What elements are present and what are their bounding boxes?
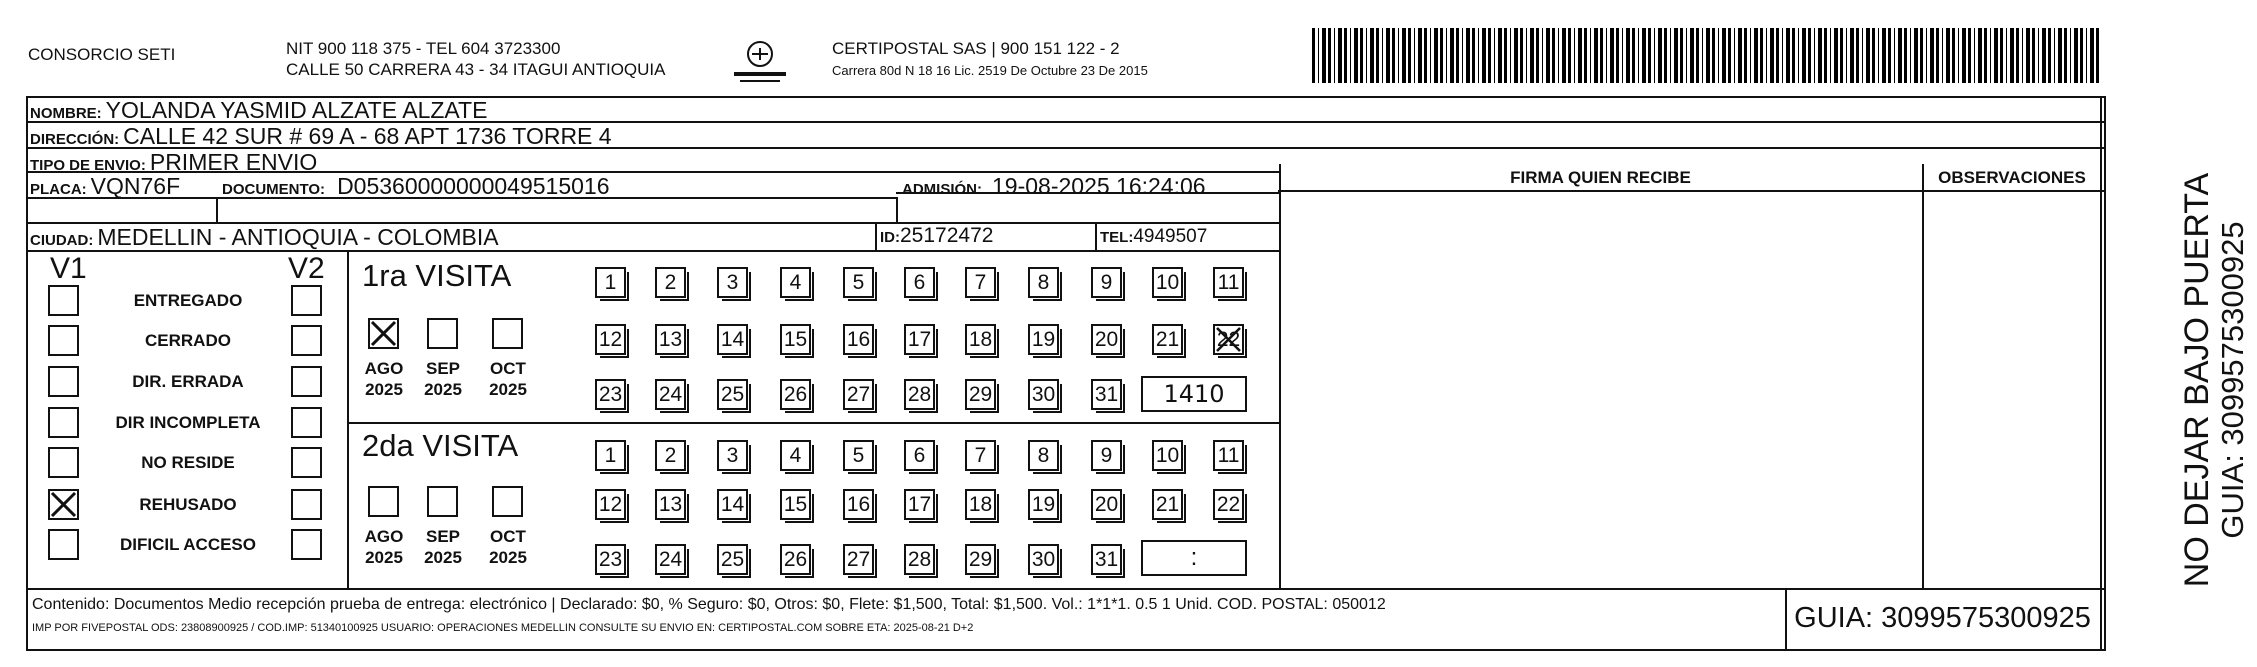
first-visit-day[interactable]: 5	[843, 267, 874, 298]
second-visit-day[interactable]: 3	[717, 440, 748, 471]
second-visit-day[interactable]: 27	[843, 544, 874, 575]
second-visit-day[interactable]: 9	[1091, 440, 1122, 471]
month-checkbox[interactable]	[368, 486, 399, 517]
first-visit-day[interactable]: 26	[780, 379, 811, 410]
ciudad-label: CIUDAD:	[30, 232, 94, 249]
v1-checkbox[interactable]	[48, 407, 79, 438]
v1-checkbox[interactable]	[48, 447, 79, 478]
v2-checkbox[interactable]	[291, 285, 322, 316]
v2-checkbox[interactable]	[291, 447, 322, 478]
v2-checkbox[interactable]	[291, 325, 322, 356]
second-visit-day[interactable]: 29	[965, 544, 996, 575]
side-guia: GUIA: 3099575300925	[2215, 221, 2250, 539]
first-visit-day[interactable]: 11	[1213, 267, 1244, 298]
v1-checkbox[interactable]	[48, 325, 79, 356]
first-visit-day[interactable]: 30	[1028, 379, 1059, 410]
certipostal-logo	[730, 38, 790, 88]
direccion-label: DIRECCIÓN:	[30, 131, 120, 148]
v2-checkbox[interactable]	[291, 407, 322, 438]
first-visit-day[interactable]: 18	[965, 324, 996, 355]
second-visit-day[interactable]: 4	[780, 440, 811, 471]
documento-value: D05360000000049515016	[337, 173, 610, 199]
second-visit-day[interactable]: 2	[655, 440, 686, 471]
month-label: SEP 2025	[424, 359, 462, 399]
first-visit-day[interactable]: 16	[843, 324, 874, 355]
month-label: OCT 2025	[489, 359, 527, 399]
month-checkbox[interactable]	[427, 318, 458, 349]
v1-checkbox[interactable]	[48, 366, 79, 397]
month-checkbox[interactable]	[368, 318, 399, 349]
first-visit-day[interactable]: 6	[904, 267, 935, 298]
certipostal-line1: CERTIPOSTAL SAS | 900 151 122 - 2	[832, 39, 1120, 58]
first-visit-day[interactable]: 9	[1091, 267, 1122, 298]
first-visit-day[interactable]: 7	[965, 267, 996, 298]
tipo-label: TIPO DE ENVIO:	[30, 157, 146, 174]
direccion-value: CALLE 42 SUR # 69 A - 68 APT 1736 TORRE 4	[123, 123, 612, 149]
reason-label: ENTREGADO	[133, 291, 243, 310]
v2-checkbox[interactable]	[291, 489, 322, 520]
v1-checkbox[interactable]	[48, 529, 79, 560]
v1-checkbox[interactable]	[48, 489, 79, 520]
nombre-label: NOMBRE:	[30, 105, 102, 122]
second-visit-day[interactable]: 14	[717, 489, 748, 520]
reason-label: REHUSADO	[139, 495, 237, 514]
id-value: 25172472	[900, 224, 994, 247]
second-visit-day[interactable]: 12	[595, 489, 626, 520]
first-visit-day[interactable]: 27	[843, 379, 874, 410]
first-visit-day[interactable]: 19	[1028, 324, 1059, 355]
second-visit-day[interactable]: 1	[595, 440, 626, 471]
footer-print-line: IMP POR FIVEPOSTAL ODS: 23808900925 / COD.IMP: 51340100925 USUARIO: OPERACIONES MEDELLIN CONSULTE SU ENVIO EN: CERTIPOSTAL.COM SOBRE ETA: 2025-08-21 D+2	[32, 622, 974, 634]
ciudad-value: MEDELLIN - ANTIOQUIA - COLOMBIA	[97, 224, 499, 250]
second-visit-day[interactable]: 24	[655, 544, 686, 575]
first-visit-day[interactable]: 21	[1152, 324, 1183, 355]
first-visit-day[interactable]: 24	[655, 379, 686, 410]
second-visit-day[interactable]: 8	[1028, 440, 1059, 471]
placa-value: VQN76F	[90, 173, 181, 199]
first-visit-day[interactable]: 23	[595, 379, 626, 410]
month-checkbox[interactable]	[492, 486, 523, 517]
first-visit-day[interactable]: 2	[655, 267, 686, 298]
nombre-value: YOLANDA YASMID ALZATE ALZATE	[105, 97, 488, 123]
nit-line: NIT 900 118 375 - TEL 604 3723300	[286, 39, 561, 58]
month-checkbox[interactable]	[492, 318, 523, 349]
second-visit-day[interactable]: 22	[1213, 489, 1244, 520]
second-visit-day[interactable]: 15	[780, 489, 811, 520]
second-visit-day[interactable]: 25	[717, 544, 748, 575]
second-visit-day[interactable]: 30	[1028, 544, 1059, 575]
v2-heading: V2	[288, 252, 325, 285]
documento-label: DOCUMENTO:	[222, 181, 326, 198]
second-visit-day[interactable]: 19	[1028, 489, 1059, 520]
second-visit-day[interactable]: 16	[843, 489, 874, 520]
second-visit-day[interactable]: 28	[904, 544, 935, 575]
second-visit-day[interactable]: 5	[843, 440, 874, 471]
footer-guia: GUIA: 3099575300925	[1794, 602, 2091, 634]
first-visit-time[interactable]: 1410	[1141, 376, 1247, 412]
second-visit-day[interactable]: 23	[595, 544, 626, 575]
certipostal-line2: Carrera 80d N 18 16 Lic. 2519 De Octubre 23 De 2015	[832, 63, 1148, 78]
tel-label: TEL:	[1100, 229, 1134, 246]
reason-label: DIFICIL ACCESO	[119, 535, 256, 554]
admision-value: 19-08-2025 16:24:06	[992, 173, 1206, 199]
footer-content-line: Contenido: Documentos Medio recepción prueba de entrega: electrónico | Declarado: $0, % Seguro: $0, Otros: $0, Flete: $1,500, Total: $1,500. Vol.: 1*1*1. 0.5 1 Unid. COD. POSTAL: 050012	[32, 596, 1386, 613]
reason-label: NO RESIDE	[141, 453, 235, 472]
first-visit-day[interactable]: 8	[1028, 267, 1059, 298]
first-visit-title: 1ra VISITA	[362, 258, 512, 293]
side-warning: NO DEJAR BAJO PUERTA	[2178, 172, 2216, 588]
second-visit-day[interactable]: 13	[655, 489, 686, 520]
observaciones-label: OBSERVACIONES	[1938, 168, 2086, 187]
tipo-value: PRIMER ENVIO	[149, 149, 318, 175]
first-visit-day[interactable]: 29	[965, 379, 996, 410]
second-visit-day[interactable]: 21	[1152, 489, 1183, 520]
v2-checkbox[interactable]	[291, 366, 322, 397]
reason-label: CERRADO	[145, 331, 231, 350]
second-visit-day[interactable]: 31	[1091, 544, 1122, 575]
second-visit-day[interactable]: 18	[965, 489, 996, 520]
first-visit-day[interactable]: 25	[717, 379, 748, 410]
first-visit-day[interactable]: 4	[780, 267, 811, 298]
reason-label: DIR. ERRADA	[132, 372, 244, 391]
id-label: ID:	[880, 229, 900, 246]
second-visit-day[interactable]: 17	[904, 489, 935, 520]
first-visit-day[interactable]: 14	[717, 324, 748, 355]
second-visit-day[interactable]: 7	[965, 440, 996, 471]
second-visit-day[interactable]: 26	[780, 544, 811, 575]
first-visit-day[interactable]: 1	[595, 267, 626, 298]
first-visit-day[interactable]: 17	[904, 324, 935, 355]
first-visit-day[interactable]: 20	[1091, 324, 1122, 355]
first-visit-day[interactable]: 31	[1091, 379, 1122, 410]
first-visit-day[interactable]: 12	[595, 324, 626, 355]
first-visit-day[interactable]: 3	[717, 267, 748, 298]
second-visit-time[interactable]: :	[1141, 540, 1247, 576]
month-label: AGO 2025	[364, 359, 404, 399]
address-line: CALLE 50 CARRERA 43 - 34 ITAGUI ANTIOQUIA	[286, 60, 666, 79]
first-visit-day[interactable]: 10	[1152, 267, 1183, 298]
second-visit-day[interactable]: 11	[1213, 440, 1244, 471]
company-name: CONSORCIO SETI	[28, 45, 176, 64]
first-visit-day[interactable]: 28	[904, 379, 935, 410]
month-label: SEP 2025	[424, 527, 462, 567]
first-visit-day[interactable]: 15	[780, 324, 811, 355]
v2-checkbox[interactable]	[291, 529, 322, 560]
second-visit-day[interactable]: 10	[1152, 440, 1183, 471]
placa-label: PLACA:	[30, 181, 87, 198]
month-checkbox[interactable]	[427, 486, 458, 517]
v1-heading: V1	[50, 252, 87, 285]
admision-label: ADMISIÓN:	[902, 181, 982, 198]
month-label: OCT 2025	[489, 527, 527, 567]
firma-label: FIRMA QUIEN RECIBE	[1510, 168, 1691, 187]
tel-value: 4949507	[1133, 226, 1208, 247]
second-visit-title: 2da VISITA	[362, 428, 519, 463]
second-visit-day[interactable]: 6	[904, 440, 935, 471]
month-label: AGO 2025	[364, 527, 404, 567]
barcode	[1312, 28, 2102, 83]
v1-checkbox[interactable]	[48, 285, 79, 316]
reason-label: DIR INCOMPLETA	[115, 413, 261, 432]
first-visit-day[interactable]: 13	[655, 324, 686, 355]
second-visit-day[interactable]: 20	[1091, 489, 1122, 520]
first-visit-day[interactable]: 22	[1213, 324, 1244, 355]
